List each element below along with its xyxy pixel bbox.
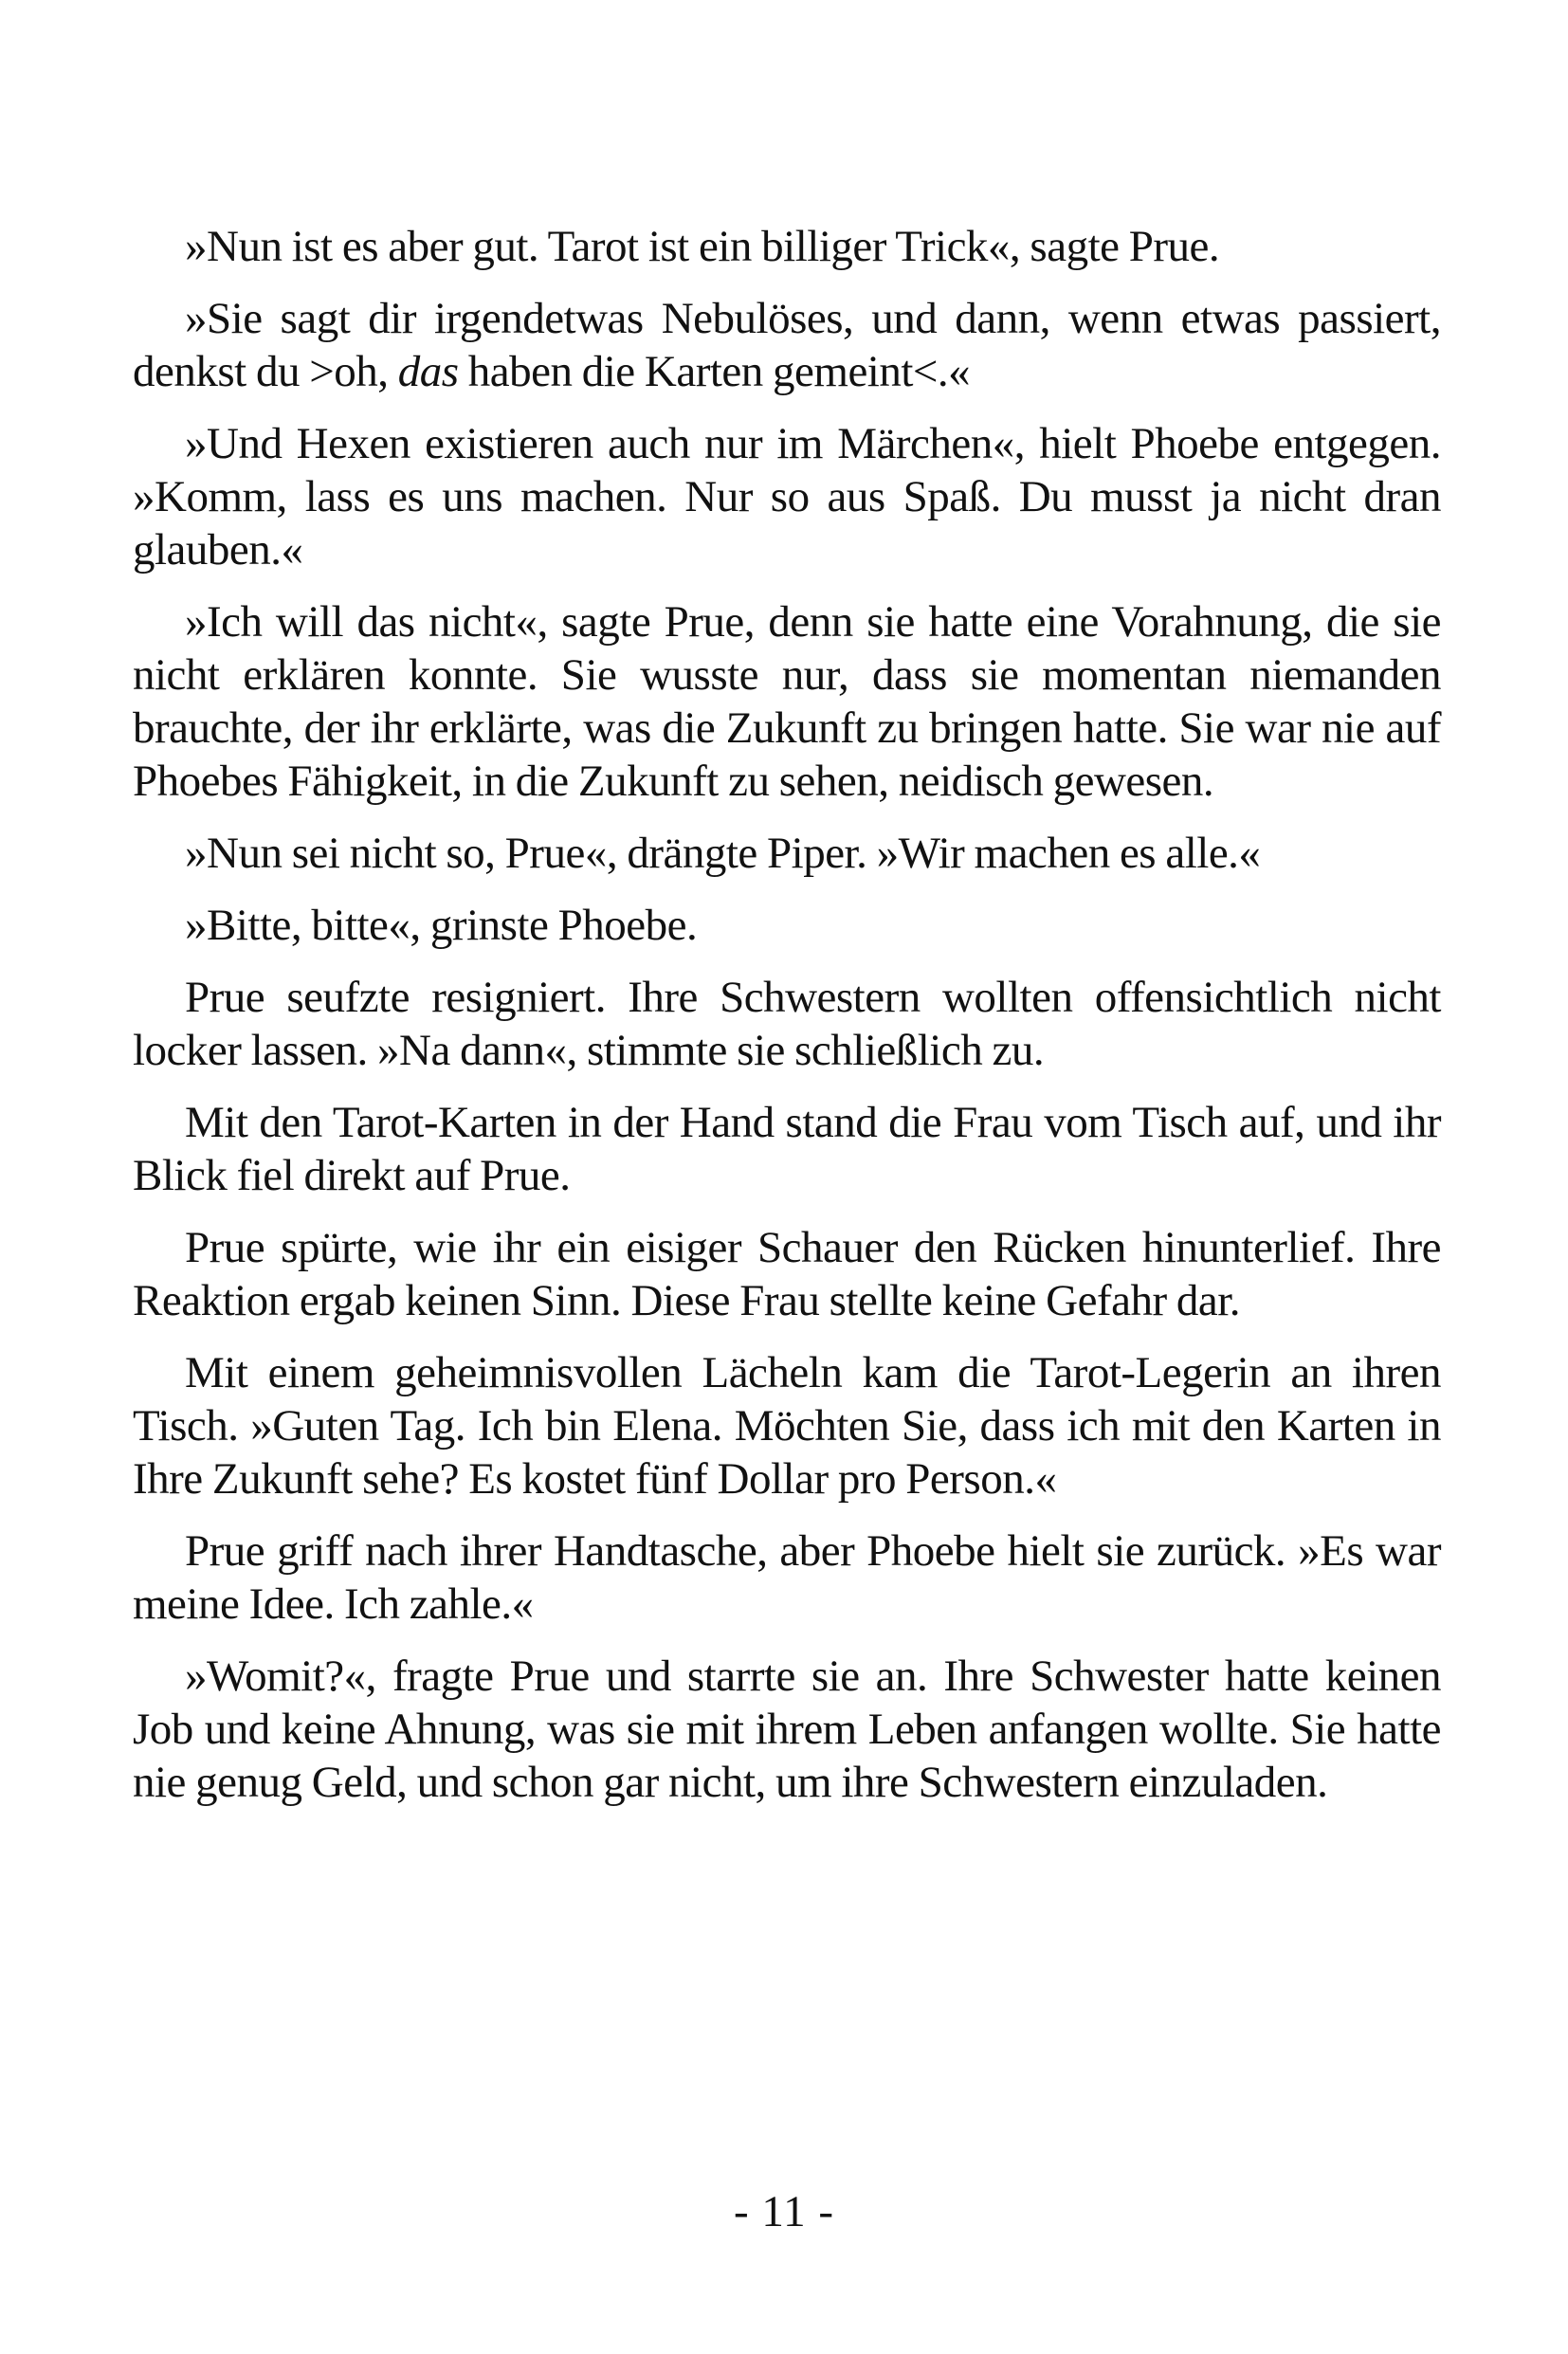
paragraph-2-emphasis: das bbox=[397, 347, 459, 396]
paragraph-5: »Nun sei nicht so, Prue«, drängte Piper. »Wir machen es alle.« bbox=[185, 829, 1261, 878]
paragraph-4: »Ich will das nicht«, sagte Prue, denn sie hatte eine Vorahnung, die sie nicht erklären konnte. Sie wusste nur, dass sie momentan niemanden brauchte, der ihr erklärte, was die Zukunft zu bringen hatte. Sie war nie auf Phoebes Fähigkeit, in die Zukunft zu sehen, neidisch gewesen. bbox=[133, 597, 1441, 806]
paragraph-9: Prue spürte, wie ihr ein eisiger Schauer den Rücken hinunterlief. Ihre Reaktion ergab keinen Sinn. Diese Frau stellte keine Gefahr dar. bbox=[133, 1223, 1441, 1325]
paragraph-2 bbox=[133, 292, 1441, 398]
paragraph-8: Mit den Tarot-Karten in der Hand stand die Frau vom Tisch auf, und ihr Blick fiel direkt auf Prue. bbox=[133, 1098, 1441, 1200]
paragraph-12: »Womit?«, fragte Prue und starrte sie an. Ihre Schwester hatte keinen Job und keine Ahnung, was sie mit ihrem Leben anfangen wollte. Sie hatte nie genug Geld, und schon gar nicht, um ihre Schwestern einzuladen. bbox=[133, 1651, 1441, 1807]
paragraph-10: Mit einem geheimnisvollen Lächeln kam die Tarot-Legerin an ihren Tisch. »Guten Tag. Ich bin Elena. Möchten Sie, dass ich mit den Karten in Ihre Zukunft sehe? Es kostet fünf Dollar pro Person.« bbox=[133, 1348, 1441, 1504]
paragraph-7: Prue seufzte resigniert. Ihre Schwestern wollten offensichtlich nicht locker lassen. »Na dann«, stimmte sie schließlich zu. bbox=[133, 973, 1441, 1075]
page-number: - 11 - bbox=[733, 2187, 835, 2236]
paragraph-6: »Bitte, bitte«, grinste Phoebe. bbox=[185, 901, 698, 950]
paragraph-3: »Und Hexen existieren auch nur im Märchen«, hielt Phoebe entgegen. »Komm, lass es uns machen. Nur so aus Spaß. Du musst ja nicht dran glauben.« bbox=[133, 419, 1441, 575]
paragraph-11: Prue griff nach ihrer Handtasche, aber Phoebe hielt sie zurück. »Es war meine Idee. Ich zahle.« bbox=[133, 1526, 1441, 1629]
paragraph-2-text-before: »Sie sagt dir irgendetwas Nebulöses, und dann, wenn etwas passiert, denkst du >oh, bbox=[133, 294, 1441, 396]
paragraph-2-text-after: haben die Karten gemeint<.« bbox=[458, 347, 971, 396]
page-body bbox=[133, 220, 1441, 1828]
paragraph-1: »Nun ist es aber gut. Tarot ist ein billiger Trick«, sagte Prue. bbox=[185, 222, 1220, 271]
